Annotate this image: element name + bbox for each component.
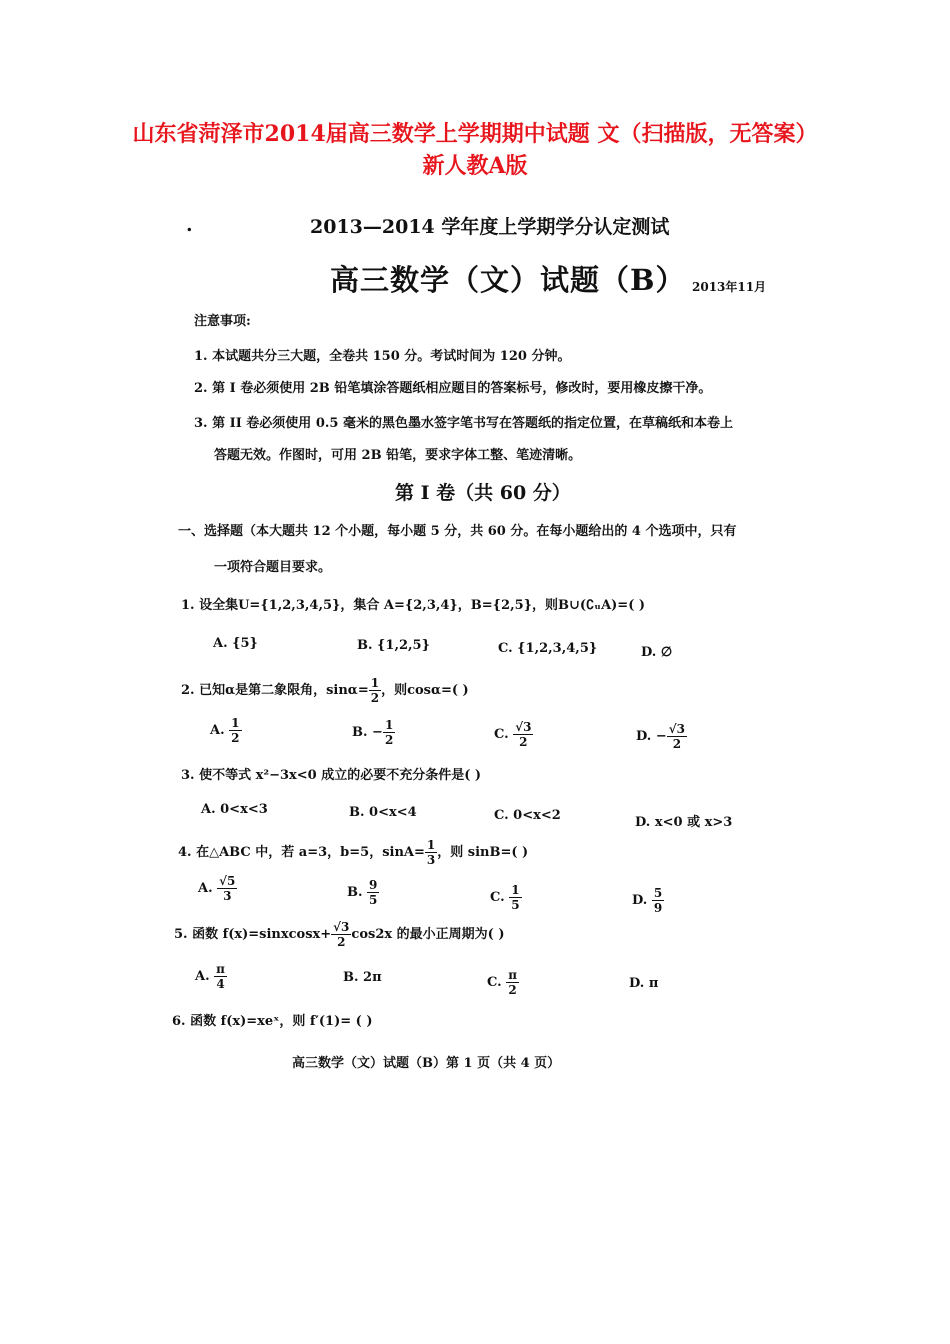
q2-option-a: A. $\frac{1}{2}$ (210, 716, 240, 745)
q2-option-d: D. − $\frac{√3}{2}$ (636, 722, 686, 751)
question-4-stem: 4. 在△ABC 中，若 a=3，b=5，sinA= $\frac{1}{3}$ ，则 sinB=( ) (178, 838, 529, 867)
q1-option-c: C. {1,2,3,4,5} (498, 641, 598, 656)
note-item: 答题无效。作图时，可用 2B 铅笔，要求字体工整、笔迹清晰。 (214, 448, 582, 463)
question-2-stem: 2. 已知α是第二象限角，sinα= $\frac{1}{2}$ ，则cosα=( ) (181, 676, 469, 705)
question-1-stem: 1. 设全集U={1,2,3,4,5}，集合 A={2,3,4}，B={2,5}，则B∪(∁ᵤA)=( ) (181, 598, 646, 613)
q1-option-d: D. ∅ (641, 645, 673, 660)
q1-option-b: B. {1,2,5} (357, 638, 430, 653)
note-item: 2. 第 I 卷必须使用 2B 铅笔填涂答题纸相应题目的答案标号，修改时，要用橡皮擦干净。 (194, 381, 712, 396)
note-item: 1. 本试题共分三大题，全卷共 150 分。考试时间为 120 分钟。 (194, 349, 571, 364)
exam-year-line: 2013—2014 学年度上学期学分认定测试 (310, 216, 670, 238)
q3-option-c: C. 0<x<2 (494, 808, 561, 823)
q5-option-a: A. $\frac{\pi}{4}$ (195, 962, 225, 991)
q4-option-d: D. $\frac{5}{9}$ (632, 886, 663, 915)
question-5-stem: 5. 函数 f(x)=sinxcosx+ $\frac{√3}{2}$ cos2x 的最小正周期为( ) (174, 920, 505, 949)
part-heading-continued: 一项符合题目要求。 (214, 560, 332, 575)
question-6-stem: 6. 函数 f(x)=xeˣ，则 f′(1)= ( ) (172, 1014, 373, 1029)
q5-option-c: C. $\frac{\pi}{2}$ (487, 968, 517, 997)
q1-option-a: A. {5} (213, 636, 258, 651)
q2-option-b: B. − $\frac{1}{2}$ (352, 718, 394, 747)
notes-heading: 注意事项: (194, 314, 251, 329)
q5-option-d: D. π (629, 976, 659, 991)
q5-option-b: B. 2π (343, 970, 382, 985)
q4-option-c: C. $\frac{1}{5}$ (490, 883, 520, 912)
q3-option-b: B. 0<x<4 (349, 805, 417, 820)
exam-title: 高三数学（文）试题（B） (330, 263, 686, 297)
section-title: 第 I 卷（共 60 分） (395, 482, 571, 504)
document-title: 山东省菏泽市2014届高三数学上学期期中试题 文（扫描版，无答案）新人教A版 (132, 121, 818, 179)
exam-date: 2013年11月 (692, 280, 767, 294)
part-heading: 一、选择题（本大题共 12 个小题，每小题 5 分，共 60 分。在每小题给出的 4 个选项中，只有 (178, 524, 737, 539)
q2-option-c: C. $\frac{√3}{2}$ (494, 720, 532, 749)
note-item: 3. 第 II 卷必须使用 0.5 毫米的黑色墨水签字笔书写在答题纸的指定位置，在草稿纸和本卷上 (194, 416, 733, 431)
q4-option-b: B. $\frac{9}{5}$ (347, 878, 378, 907)
q4-option-a: A. $\frac{√5}{3}$ (198, 874, 236, 903)
stray-dot: . (186, 214, 193, 236)
page-footer: 高三数学（文）试题（B）第 1 页（共 4 页） (292, 1056, 561, 1071)
q3-option-d: D. x<0 或 x>3 (635, 815, 733, 830)
question-3-stem: 3. 使不等式 x²−3x<0 成立的必要不充分条件是( ) (181, 768, 482, 783)
q3-option-a: A. 0<x<3 (201, 802, 268, 817)
